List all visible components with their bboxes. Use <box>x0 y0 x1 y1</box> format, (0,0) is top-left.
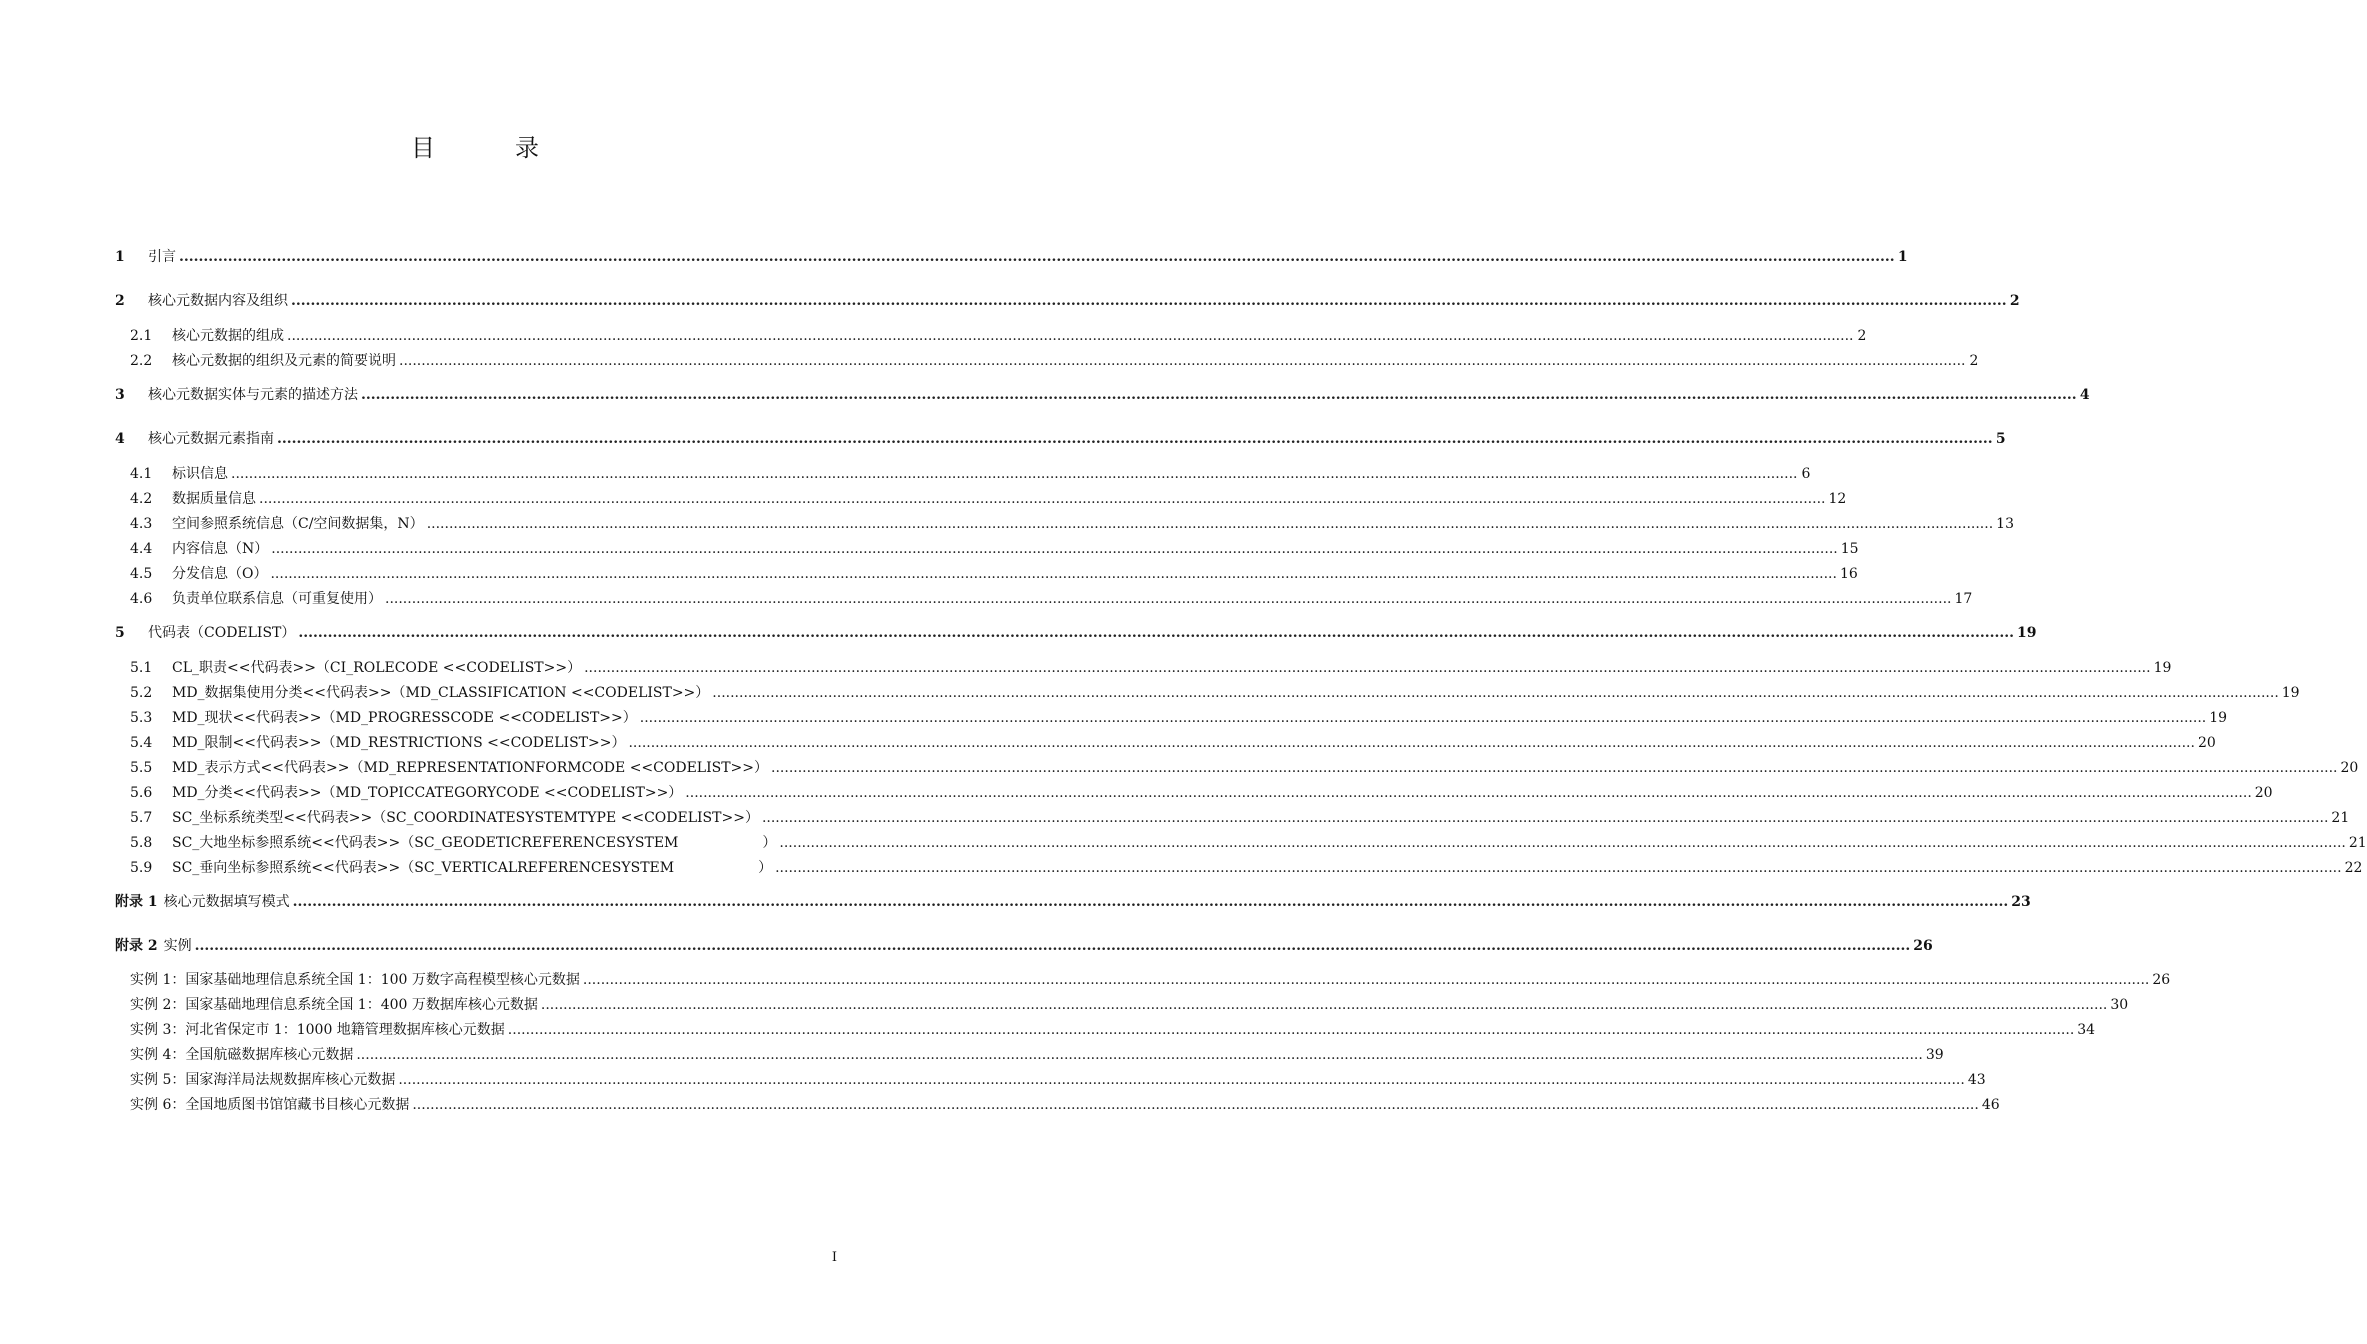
toc-entry-number: 实例 2： <box>130 997 186 1013</box>
toc-entry-label: 标识信息 <box>172 466 228 482</box>
toc-leader-dots <box>195 936 1911 956</box>
toc-leader-dots <box>541 995 2107 1015</box>
toc-leader-dots <box>640 708 2206 728</box>
toc-entry-number: 4.2 <box>130 491 153 507</box>
toc-entry-label: 核心元数据的组织及元素的简要说明 <box>172 353 396 369</box>
toc-entry-label: 国家基础地理信息系统全国 1：100 万数字高程模型核心元数据 <box>185 972 580 988</box>
toc-entry-page: 2 <box>2009 293 2020 309</box>
toc-entry-label: MD_表示方式<<代码表>>（MD_REPRESENTATIONFORMCODE <<CODELIST>>） <box>172 760 769 776</box>
toc-entry-number: 4.4 <box>130 541 153 557</box>
toc-leader-dots <box>270 564 1836 584</box>
toc-leader-dots <box>293 892 2009 912</box>
toc-entry[interactable] <box>115 936 1933 956</box>
toc-entry-number: 5.1 <box>130 660 153 676</box>
toc-entry-page: 19 <box>2281 685 2300 701</box>
toc-entry-number: 4.1 <box>130 466 153 482</box>
toc-entry[interactable] <box>115 489 1847 509</box>
toc-entry[interactable] <box>115 429 2006 449</box>
toc-entry-label: 内容信息（N） <box>172 541 269 557</box>
toc-entry[interactable] <box>115 1095 2000 1115</box>
toc-entry[interactable] <box>115 995 2129 1015</box>
toc-entry-page: 20 <box>2197 735 2216 751</box>
toc-entry-page: 2 <box>1969 353 1979 369</box>
toc-leader-dots <box>685 783 2251 803</box>
toc-entry-label: 全国航磁数据库核心元数据 <box>185 1047 354 1063</box>
toc-leader-dots <box>356 1045 1922 1065</box>
toc-leader-dots <box>771 758 2337 778</box>
toc-entry[interactable] <box>115 247 1908 267</box>
toc-entry[interactable] <box>115 326 1867 346</box>
toc-entry-number: 5.9 <box>130 860 153 876</box>
toc-leader-dots <box>385 589 1951 609</box>
toc-entry-number: 2.2 <box>130 353 153 369</box>
toc-entry-label: 河北省保定市 1：1000 地籍管理数据库核心元数据 <box>185 1022 505 1038</box>
toc-leader-dots <box>231 464 1797 484</box>
toc-entry-number: 附录 1 <box>115 894 158 910</box>
toc-entry[interactable] <box>115 892 2031 912</box>
toc-leader-dots <box>779 833 2345 853</box>
toc-entry-page: 2 <box>1857 328 1867 344</box>
toc-entry-page: 23 <box>2011 894 2031 910</box>
toc-entry-page: 19 <box>2153 660 2172 676</box>
toc-entry-number: 5.6 <box>130 785 153 801</box>
toc-entry-label: 国家基础地理信息系统全国 1：400 万数据库核心元数据 <box>185 997 538 1013</box>
toc-entry-page: 21 <box>2331 810 2350 826</box>
toc-entry-number: 附录 2 <box>115 938 158 954</box>
toc-entry-number: 实例 1： <box>130 972 186 988</box>
toc-entry[interactable] <box>115 514 2014 534</box>
toc-entry[interactable] <box>115 564 1858 584</box>
toc-entry-number: 实例 3： <box>130 1022 186 1038</box>
toc-entry[interactable] <box>115 1020 2096 1040</box>
toc-entry[interactable] <box>115 1045 1944 1065</box>
toc-entry-label: 数据质量信息 <box>172 491 256 507</box>
toc-entry-number: 5.4 <box>130 735 153 751</box>
toc-entry[interactable] <box>115 539 1859 559</box>
toc-entry-page: 26 <box>1913 938 1933 954</box>
toc-entry-label: 核心元数据的组成 <box>172 328 284 344</box>
toc-entry-page: 34 <box>2077 1022 2096 1038</box>
toc-entry-label: MD_数据集使用分类<<代码表>>（MD_CLASSIFICATION <<CODELIST>>） <box>172 685 710 701</box>
toc-entry[interactable] <box>115 708 2228 728</box>
toc-leader-dots <box>412 1095 1978 1115</box>
toc-entry-number: 1 <box>115 249 125 265</box>
toc-entry[interactable] <box>115 808 2350 828</box>
toc-leader-dots <box>583 970 2149 990</box>
toc-entry-label: 空间参照系统信息（C/空间数据集，N） <box>172 516 424 532</box>
toc-entry-page: 21 <box>2348 835 2367 851</box>
toc-entry-number: 3 <box>115 387 125 403</box>
toc-entry[interactable] <box>115 758 2359 778</box>
toc-leader-dots <box>277 429 1993 449</box>
toc-entry-label: 分发信息（O） <box>172 566 268 582</box>
toc-entry-page: 12 <box>1828 491 1847 507</box>
toc-entry-page: 26 <box>2152 972 2171 988</box>
toc-leader-dots <box>398 1070 1964 1090</box>
toc-entry-label: SC_坐标系统类型<<代码表>>（SC_COORDINATESYSTEMTYPE <<CODELIST>>） <box>172 810 759 826</box>
toc-entry-label: SC_垂向坐标参照系统<<代码表>>（SC_VERTICALREFERENCESYSTEM ） <box>172 860 773 876</box>
toc-entry-label: 国家海洋局法规数据库核心元数据 <box>185 1072 396 1088</box>
toc-entry-number: 实例 5： <box>130 1072 186 1088</box>
toc-leader-dots <box>298 623 2014 643</box>
toc-entry-label: 核心元数据内容及组织 <box>148 293 288 309</box>
toc-leader-dots <box>259 489 1825 509</box>
toc-entry-page: 43 <box>1967 1072 1986 1088</box>
toc-leader-dots <box>399 351 1965 371</box>
toc-entry-page: 15 <box>1840 541 1859 557</box>
toc-entry-page: 19 <box>2209 710 2228 726</box>
page-number: I <box>831 1250 837 1265</box>
toc-entry-label: 核心元数据实体与元素的描述方法 <box>148 387 358 403</box>
toc-leader-dots <box>291 291 2007 311</box>
toc-entry-page: 17 <box>1954 591 1973 607</box>
toc-entry-number: 实例 4： <box>130 1047 186 1063</box>
toc-entry-page: 20 <box>2254 785 2273 801</box>
toc-entry-label: SC_大地坐标参照系统<<代码表>>（SC_GEODETICREFERENCESYSTEM ） <box>172 835 777 851</box>
toc-entry-number: 4 <box>115 431 125 447</box>
toc-entry-page: 4 <box>2079 387 2090 403</box>
toc-entry[interactable] <box>115 858 2363 878</box>
toc-entry-page: 20 <box>2340 760 2359 776</box>
toc-entry[interactable] <box>115 385 2090 405</box>
toc-entry-page: 16 <box>1839 566 1858 582</box>
toc-entry[interactable] <box>115 589 1973 609</box>
toc-entry-label: 引言 <box>148 249 176 265</box>
toc-entry-label: 负责单位联系信息（可重复使用） <box>172 591 382 607</box>
toc-entry-label: CL_职责<<代码表>>（CI_ROLECODE <<CODELIST>>） <box>172 660 582 676</box>
toc-entry-number: 5.3 <box>130 710 153 726</box>
toc-leader-dots <box>508 1020 2074 1040</box>
toc-entry-label: MD_限制<<代码表>>（MD_RESTRICTIONS <<CODELIST>>） <box>172 735 626 751</box>
toc-leader-dots <box>584 658 2150 678</box>
toc-entry-number: 4.3 <box>130 516 153 532</box>
toc-entry-label: 代码表（CODELIST） <box>148 625 296 641</box>
toc-leader-dots <box>427 514 1993 534</box>
toc-entry-page: 13 <box>1996 516 2014 532</box>
toc-entry[interactable] <box>115 291 2020 311</box>
toc-entry[interactable] <box>115 658 2172 678</box>
toc-entry-label: 核心元数据元素指南 <box>148 431 274 447</box>
toc-entry-page: 46 <box>1981 1097 2000 1113</box>
toc-entry-number: 2.1 <box>130 328 153 344</box>
toc-leader-dots <box>712 683 2278 703</box>
toc-entry-number: 2 <box>115 293 125 309</box>
toc-leader-dots <box>361 385 2077 405</box>
page-title: 目 录 <box>411 134 567 162</box>
toc-entry-page: 39 <box>1925 1047 1944 1063</box>
toc-entry-label: 实例 <box>163 938 192 954</box>
toc-leader-dots <box>762 808 2328 828</box>
toc-entry-number: 4.6 <box>130 591 153 607</box>
toc-entry-number: 5.2 <box>130 685 153 701</box>
toc-entry-label: 全国地质图书馆馆藏书目核心元数据 <box>185 1097 410 1113</box>
toc-entry-page: 1 <box>1897 249 1908 265</box>
toc-entry[interactable] <box>115 783 2273 803</box>
toc-leader-dots <box>271 539 1837 559</box>
toc-entry[interactable] <box>115 733 2216 753</box>
toc-entry-number: 5 <box>115 625 125 641</box>
toc-entry-label: 核心元数据填写模式 <box>163 894 290 910</box>
toc-entry-number: 4.5 <box>130 566 153 582</box>
toc-entry-number: 5.5 <box>130 760 153 776</box>
toc-entry[interactable] <box>115 464 1811 484</box>
toc-entry-page: 22 <box>2344 860 2363 876</box>
toc-entry-number: 实例 6： <box>130 1097 186 1113</box>
toc-leader-dots <box>775 858 2341 878</box>
toc-entry-page: 30 <box>2110 997 2129 1013</box>
toc-entry[interactable] <box>115 351 1979 371</box>
toc-entry-page: 5 <box>1995 431 2006 447</box>
toc-entry[interactable] <box>115 1070 1986 1090</box>
toc-entry[interactable] <box>115 683 2300 703</box>
toc-entry-number: 5.7 <box>130 810 153 826</box>
toc-entry-page: 6 <box>1801 466 1811 482</box>
toc-leader-dots <box>179 247 1895 267</box>
toc-entry-label: MD_现状<<代码表>>（MD_PROGRESSCODE <<CODELIST>>） <box>172 710 637 726</box>
toc-leader-dots <box>628 733 2194 753</box>
toc-entry[interactable] <box>115 623 2037 643</box>
toc-entry[interactable] <box>115 833 2367 853</box>
toc-entry-label: MD_分类<<代码表>>（MD_TOPICCATEGORYCODE <<CODELIST>>） <box>172 785 683 801</box>
toc-entry-number: 5.8 <box>130 835 153 851</box>
toc-leader-dots <box>287 326 1853 346</box>
toc-entry-page: 19 <box>2017 625 2037 641</box>
toc-entry[interactable] <box>115 970 2171 990</box>
